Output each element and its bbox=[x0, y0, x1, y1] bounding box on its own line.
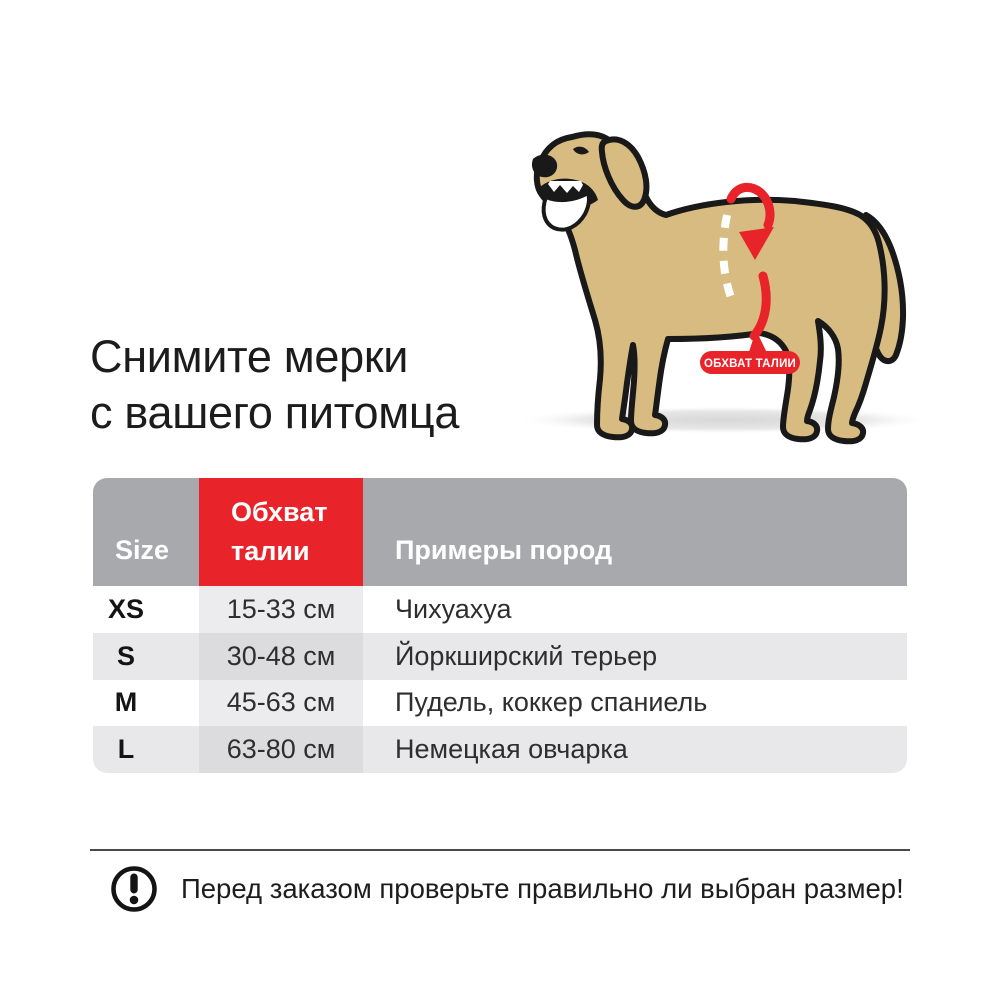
breeds-cell: Пудель, коккер спаниель bbox=[395, 687, 708, 718]
breeds-cell: Йоркширский терьер bbox=[395, 640, 658, 671]
page-title bbox=[90, 329, 459, 441]
waist-cell: 30-48 см bbox=[199, 633, 363, 680]
note-text: Перед заказом проверьте правильно ли выбран размер! bbox=[181, 873, 904, 904]
waist-cell: 15-33 см bbox=[199, 586, 363, 633]
breeds-cell: Немецкая овчарка bbox=[395, 734, 628, 765]
size-cell: M bbox=[114, 687, 138, 718]
waist-label-text: ОБХВАТ ТАЛИИ bbox=[703, 358, 797, 370]
page-title-line2: с вашего питомца bbox=[90, 387, 460, 438]
table-row-xs bbox=[93, 586, 907, 633]
size-cell: L bbox=[117, 734, 135, 765]
column-header-waist: Обхват талии bbox=[231, 497, 328, 566]
dog-illustration bbox=[510, 115, 950, 455]
table-row-s bbox=[93, 633, 907, 680]
breeds-cell: Чихуахуа bbox=[395, 593, 512, 624]
dog-shadow bbox=[513, 406, 937, 434]
column-header-size: Size bbox=[115, 535, 170, 565]
column-header-breeds: Примеры пород bbox=[395, 535, 613, 565]
table-row-l bbox=[93, 726, 907, 773]
exclamation-circle-icon bbox=[110, 865, 158, 913]
size-table bbox=[93, 478, 907, 773]
table-header bbox=[93, 478, 907, 586]
size-cell: S bbox=[116, 640, 135, 671]
page-title-line1: Снимите мерки bbox=[90, 331, 409, 382]
size-cell: XS bbox=[107, 593, 145, 624]
table-row-m bbox=[93, 680, 907, 727]
waist-cell: 63-80 см bbox=[199, 726, 363, 773]
dog-body bbox=[537, 134, 885, 441]
dog-illustration-svg bbox=[510, 115, 950, 455]
waist-cell: 45-63 см bbox=[199, 680, 363, 727]
note-divider bbox=[90, 849, 910, 851]
